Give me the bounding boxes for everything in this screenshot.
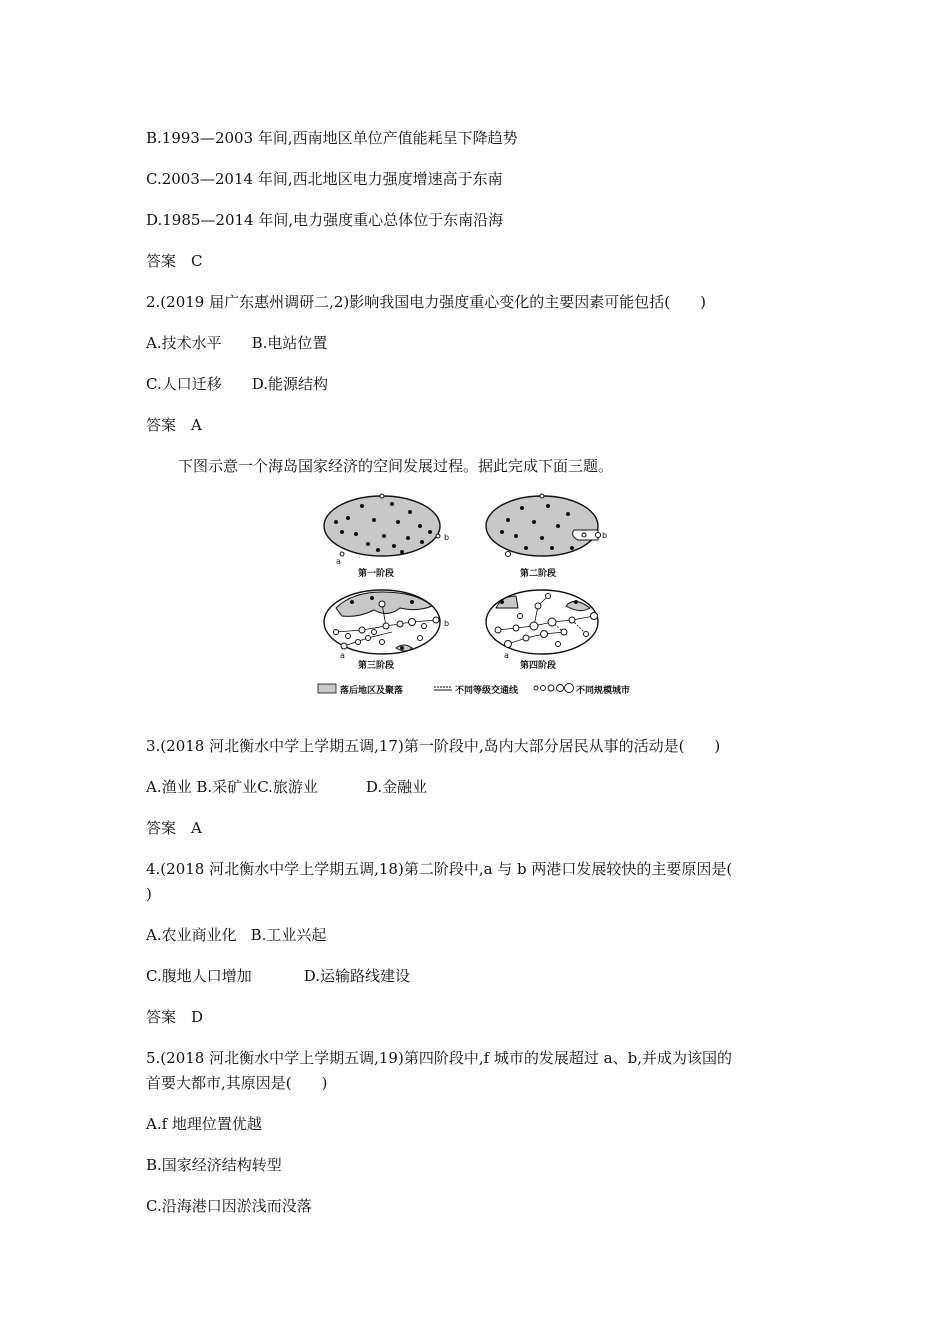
q4-stem: 4.(2018 河北衡水中学上学期五调,18)第二阶段中,a 与 b 两港口发展较快的主要原因是( (146, 860, 733, 878)
stage-3-map (324, 590, 449, 671)
q5-stem-continued: 首要大都市,其原因是( ) (146, 1074, 328, 1092)
q2-option-b: B.电站位置 (251, 334, 328, 352)
q4-option-b: B.工业兴起 (250, 926, 327, 944)
q5-option-b: B.国家经济结构转型 (146, 1156, 282, 1174)
legend-transport-label: 不同等级交通线 (455, 686, 519, 696)
q2-option-a: A.技术水平 (146, 334, 222, 352)
q4-stem-continued: ) (146, 885, 152, 903)
q1-option-c: C.2003—2014 年间,西北地区电力强度增速高于东南 (146, 170, 503, 188)
stage-1-point-a: a (336, 557, 341, 566)
island-development-figure (312, 492, 664, 702)
stage-1-map (324, 494, 449, 579)
stage-4-point-a: a (504, 651, 509, 660)
q5-option-a: A.f 地理位置优越 (146, 1115, 262, 1133)
stage-4-map (486, 590, 598, 671)
q3-answer: 答案 A (146, 819, 202, 837)
q2-options-cd (146, 374, 328, 394)
q5-option-c: C.沿海港口因淤浅而没落 (146, 1197, 312, 1215)
stage-4-label: 第四阶段 (520, 661, 557, 671)
q4-options-cd (146, 966, 410, 986)
figure-legend (318, 684, 630, 697)
q3-options (146, 777, 427, 797)
stage-2-map (486, 494, 607, 579)
q3-option-b: B.采矿业 (196, 778, 258, 796)
q4-options-ab (146, 925, 326, 945)
q2-options-ab (146, 333, 327, 353)
q2-stem: 2.(2019 届广东惠州调研二,2)影响我国电力强度重心变化的主要因素可能包括( ) (146, 293, 706, 311)
stage-2-point-b: b (602, 531, 608, 540)
q4-answer: 答案 D (146, 1008, 204, 1026)
stage-3-point-a: a (340, 651, 345, 660)
q4-option-d: D.运输路线建设 (303, 967, 410, 985)
stage-1-point-b: b (444, 533, 450, 542)
stage-1-label: 第一阶段 (358, 569, 395, 579)
q2-option-d: D.能源结构 (251, 375, 328, 393)
q3-stem: 3.(2018 河北衡水中学上学期五调,17)第一阶段中,岛内大部分居民从事的活动是( ) (146, 737, 721, 755)
stage-3-label: 第三阶段 (358, 661, 395, 671)
figure-intro: 下图示意一个海岛国家经济的空间发展过程。据此完成下面三题。 (178, 457, 614, 475)
q2-answer: 答案 A (146, 416, 202, 434)
q1-option-d: D.1985—2014 年间,电力强度重心总体位于东南沿海 (146, 211, 504, 229)
q3-option-d: D.金融业 (365, 778, 428, 796)
legend-city-label: 不同规模城市 (576, 686, 631, 696)
q4-option-a: A.农业商业化 (146, 926, 237, 944)
q3-option-a: A.渔业 (146, 778, 192, 796)
q1-option-b: B.1993—2003 年间,西南地区单位产值能耗呈下降趋势 (146, 129, 518, 147)
stage-3-point-b: b (444, 619, 450, 628)
q3-option-c: C.旅游业 (257, 778, 318, 796)
stage-2-label: 第二阶段 (520, 569, 557, 579)
q1-answer: 答案 C (146, 252, 203, 270)
legend-backward-label: 落后地区及聚落 (340, 686, 404, 696)
q2-option-c: C.人口迁移 (146, 375, 222, 393)
q4-option-c: C.腹地人口增加 (146, 967, 252, 985)
q5-stem: 5.(2018 河北衡水中学上学期五调,19)第四阶段中,f 城市的发展超过 a、b,并成为该国的 (146, 1049, 732, 1067)
